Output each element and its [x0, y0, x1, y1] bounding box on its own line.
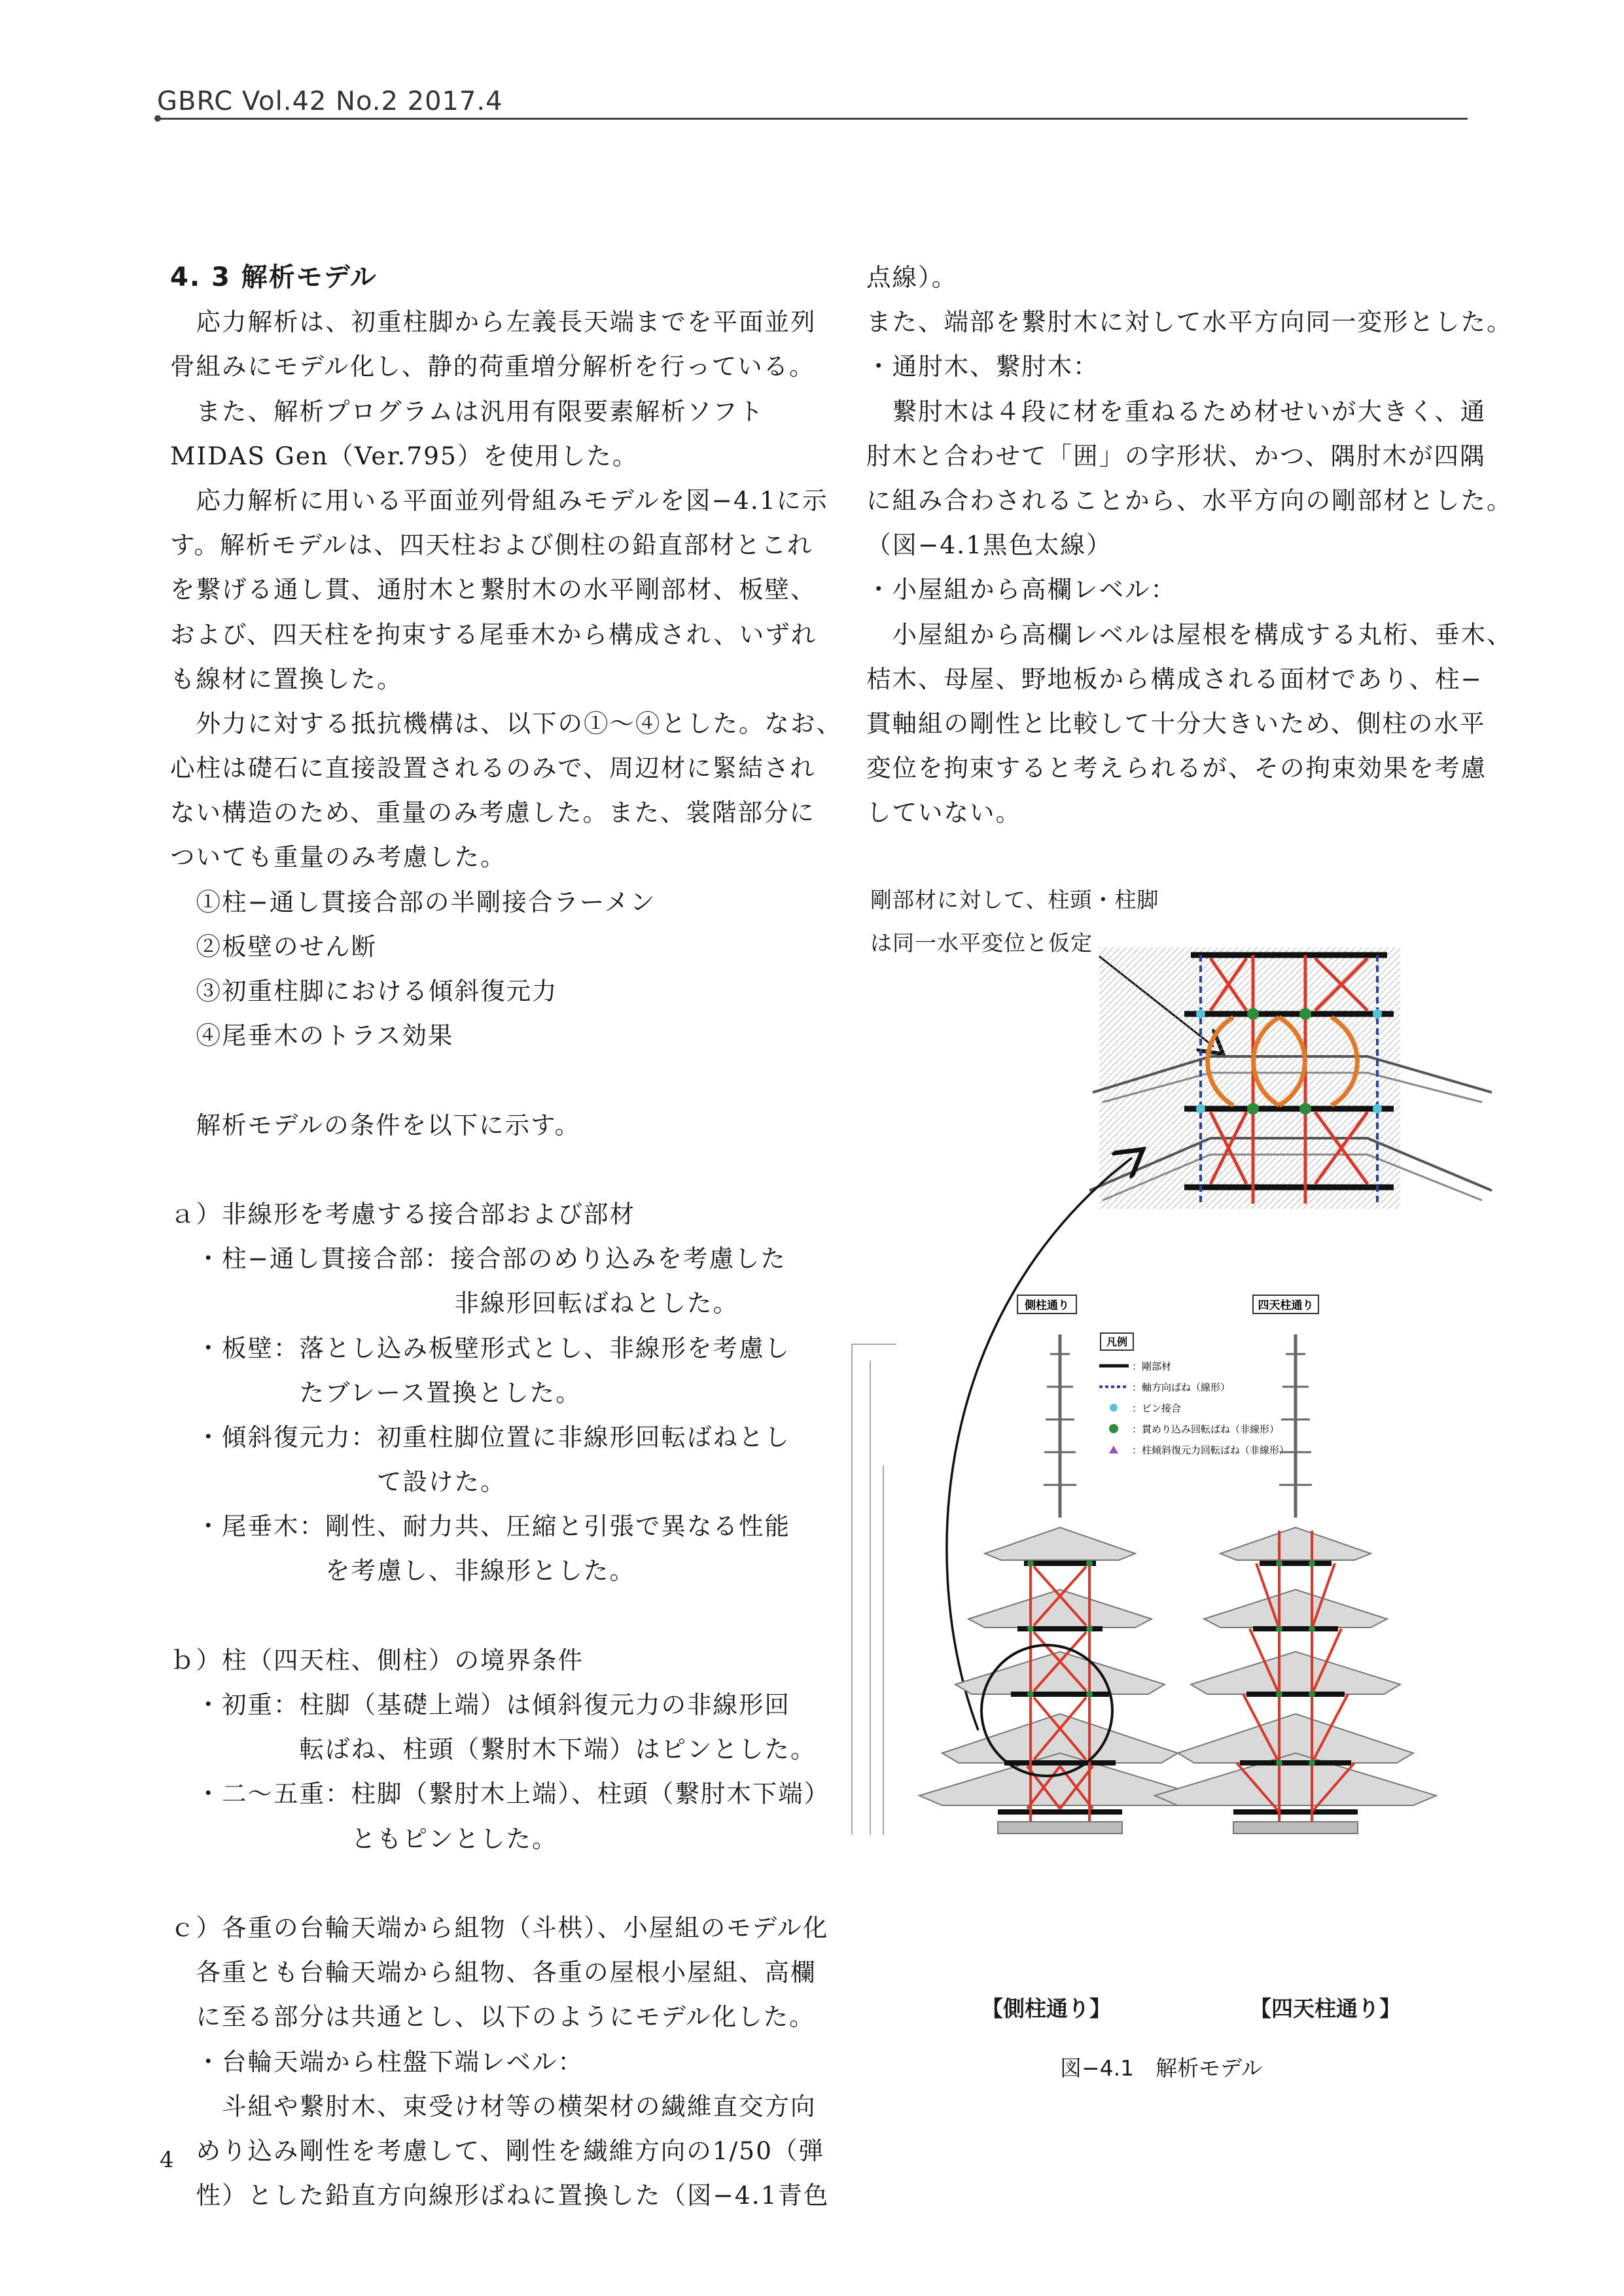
- resist-item: ③初重柱脚における傾斜復元力: [170, 977, 558, 1005]
- left-line: 転ばね、柱頭（繋肘木下端）はピンとした。: [170, 1735, 817, 1764]
- left-line: 骨組みにモデル化し、静的荷重増分解析を行っている。: [170, 352, 815, 381]
- right-line: 小屋組から高欄レベルは屋根を構成する丸桁、垂木、: [866, 619, 1513, 649]
- condition-heading-a: ａ）非線形を考慮する接合部および部材: [170, 1199, 635, 1228]
- blank-line: [170, 1861, 798, 1905]
- right-line: していない。: [866, 798, 1021, 827]
- label-shiten-column: 四天柱通り: [1258, 1299, 1314, 1312]
- left-line: に至る部分は共通とし、以下のようにモデル化した。: [170, 2002, 815, 2032]
- right-line: 桔木、母屋、野地板から構成される面材であり、柱−: [866, 664, 1483, 693]
- right-line: に組み合わされることから、水平方向の剛部材とした。: [866, 485, 1513, 515]
- pagoda-shiten-column-model: [1155, 1334, 1436, 1834]
- left-line: ・台輪天端から柱盤下端レベル：: [170, 2047, 584, 2076]
- resist-item: ②板壁のせん断: [170, 931, 377, 961]
- right-line: 繋肘木は４段に材を重ねるため材せいが大きく、通: [866, 396, 1487, 426]
- legend-title: 凡例: [1106, 1336, 1128, 1348]
- label-side-column: 側柱通り: [1025, 1299, 1069, 1312]
- pagoda-figure: [844, 942, 1498, 2067]
- right-line: 点線）。: [866, 263, 958, 292]
- right-line: 肘木と合わせて「囲」の字形状、かつ、隅肘木が四隅: [866, 441, 1486, 470]
- left-line: を繋げる通し貫、通肘木と繋肘木の水平剛部材、板壁、: [170, 575, 817, 604]
- blank-line: [170, 1147, 798, 1192]
- page-number: 4: [160, 2147, 174, 2173]
- right-line: （図−4.1黒色太線）: [866, 531, 1112, 560]
- left-line: 応力解析は、初重柱脚から左義長天端までを平面並列: [170, 307, 817, 337]
- dimension-lines: [852, 1344, 896, 1835]
- left-line: ともピンとした。: [170, 1824, 558, 1853]
- left-line: す。解析モデルは、四天柱および側柱の鉛直部材とこれ: [170, 531, 813, 560]
- legend-item: ：軸方向ばね（線形）: [1132, 1382, 1231, 1393]
- figure-caption: 図−4.1 解析モデル: [1060, 2055, 1263, 2081]
- left-line: 性）とした鉛直方向線形ばねに置換した（図−4.1青色: [170, 2181, 830, 2210]
- left-line: を考慮し、非線形とした。: [170, 1556, 635, 1586]
- bottom-label-shiten: 【四天柱通り】: [1250, 1996, 1401, 2021]
- resist-item: ④尾垂木のトラス効果: [170, 1021, 454, 1051]
- legend-item: ：ピン接合: [1132, 1402, 1182, 1414]
- blank-line: [170, 1058, 798, 1102]
- left-line: 外力に対する抵抗機構は、以下の①〜④とした。なお、: [170, 708, 842, 738]
- bottom-label-side: 【側柱通り】: [981, 1996, 1111, 2021]
- left-line: ・二〜五重：柱脚（繋肘木上端）、柱頭（繋肘木下端）: [170, 1779, 830, 1809]
- left-line: ついても重量のみ考慮した。: [170, 843, 506, 872]
- left-line: 心柱は礎石に直接設置されるのみで、周辺材に緊結され: [170, 754, 816, 783]
- left-line: ・傾斜復元力：初重柱脚位置に非線形回転ばねとし: [170, 1422, 790, 1452]
- left-line: も線材に置換した。: [170, 664, 403, 693]
- left-line: ・尾垂木：剛性、耐力共、圧縮と引張で異なる性能: [170, 1512, 790, 1541]
- left-line: MIDAS Gen（Ver.795）を使用した。: [170, 441, 639, 470]
- condition-heading-b: ｂ）柱（四天柱、側柱）の境界条件: [170, 1645, 584, 1675]
- resist-item: ①柱−通し貫接合部の半剛接合ラーメン: [170, 887, 656, 916]
- right-line: また、端部を繋肘木に対して水平方向同一変形とした。: [866, 307, 1513, 337]
- left-line: 解析モデルの条件を以下に示す。: [170, 1110, 581, 1139]
- left-line: および、四天柱を拘束する尾垂木から構成され、いずれ: [170, 619, 817, 649]
- legend: [1099, 1333, 1289, 1456]
- legend-item: ：柱傾斜復元力回転ばね（非線形）: [1132, 1444, 1290, 1456]
- condition-heading-c: ｃ）各重の台輪天端から組物（斗栱）、小屋組のモデル化: [170, 1913, 829, 1942]
- left-line: めり込み剛性を考慮して、剛性を繊維方向の1/50（弾: [170, 2136, 824, 2165]
- legend-item: ：剛部材: [1132, 1361, 1172, 1372]
- right-line: ・小屋組から高欄レベル：: [866, 575, 1176, 604]
- section-title: 4. 3 解析モデル: [170, 262, 378, 292]
- right-column: [866, 255, 1513, 835]
- left-line: て設けた。: [170, 1467, 506, 1497]
- figure-note-line2: は同一水平変位と仮定: [870, 930, 1093, 956]
- left-line: 斗組や繋肘木、束受け材等の横架材の繊維直交方向: [170, 2091, 817, 2121]
- left-line: また、解析プログラムは汎用有限要素解析ソフト: [170, 396, 765, 426]
- right-line: 貫軸組の剛性と比較して十分大きいため、側柱の水平: [866, 708, 1486, 738]
- left-line: 応力解析に用いる平面並列骨組みモデルを図−4.1に示: [170, 485, 828, 515]
- header-rule: [159, 118, 1468, 120]
- right-line: ・通肘木、繋肘木：: [866, 352, 1099, 381]
- left-column: [170, 255, 842, 2218]
- right-line: 変位を拘束すると考えられるが、その拘束効果を考慮: [866, 754, 1487, 783]
- legend-item: ：貫めり込み回転ばね（非線形）: [1132, 1423, 1280, 1435]
- left-line: ない構造のため、重量のみ考慮した。また、裳階部分に: [170, 798, 815, 827]
- detail-view: [1089, 947, 1492, 1209]
- blank-line: [170, 1593, 798, 1638]
- left-line: たブレース置換とした。: [170, 1378, 582, 1407]
- left-line: 非線形回転ばねとした。: [170, 1289, 739, 1318]
- left-line: 各重とも台輪天端から組物、各重の屋根小屋組、高欄: [170, 1958, 817, 1987]
- left-body: [170, 300, 842, 2218]
- left-line: ・初重：柱脚（基礎上端）は傾斜復元力の非線形回: [170, 1690, 790, 1719]
- left-line: ・板壁：落とし込み板壁形式とし、非線形を考慮し: [170, 1333, 790, 1363]
- journal-header: GBRC Vol.42 No.2 2017.4: [157, 86, 503, 116]
- figure-note-line1: 剛部材に対して、柱頭・柱脚: [870, 887, 1159, 913]
- left-line: ・柱−通し貫接合部：接合部のめり込みを考慮した: [170, 1244, 786, 1274]
